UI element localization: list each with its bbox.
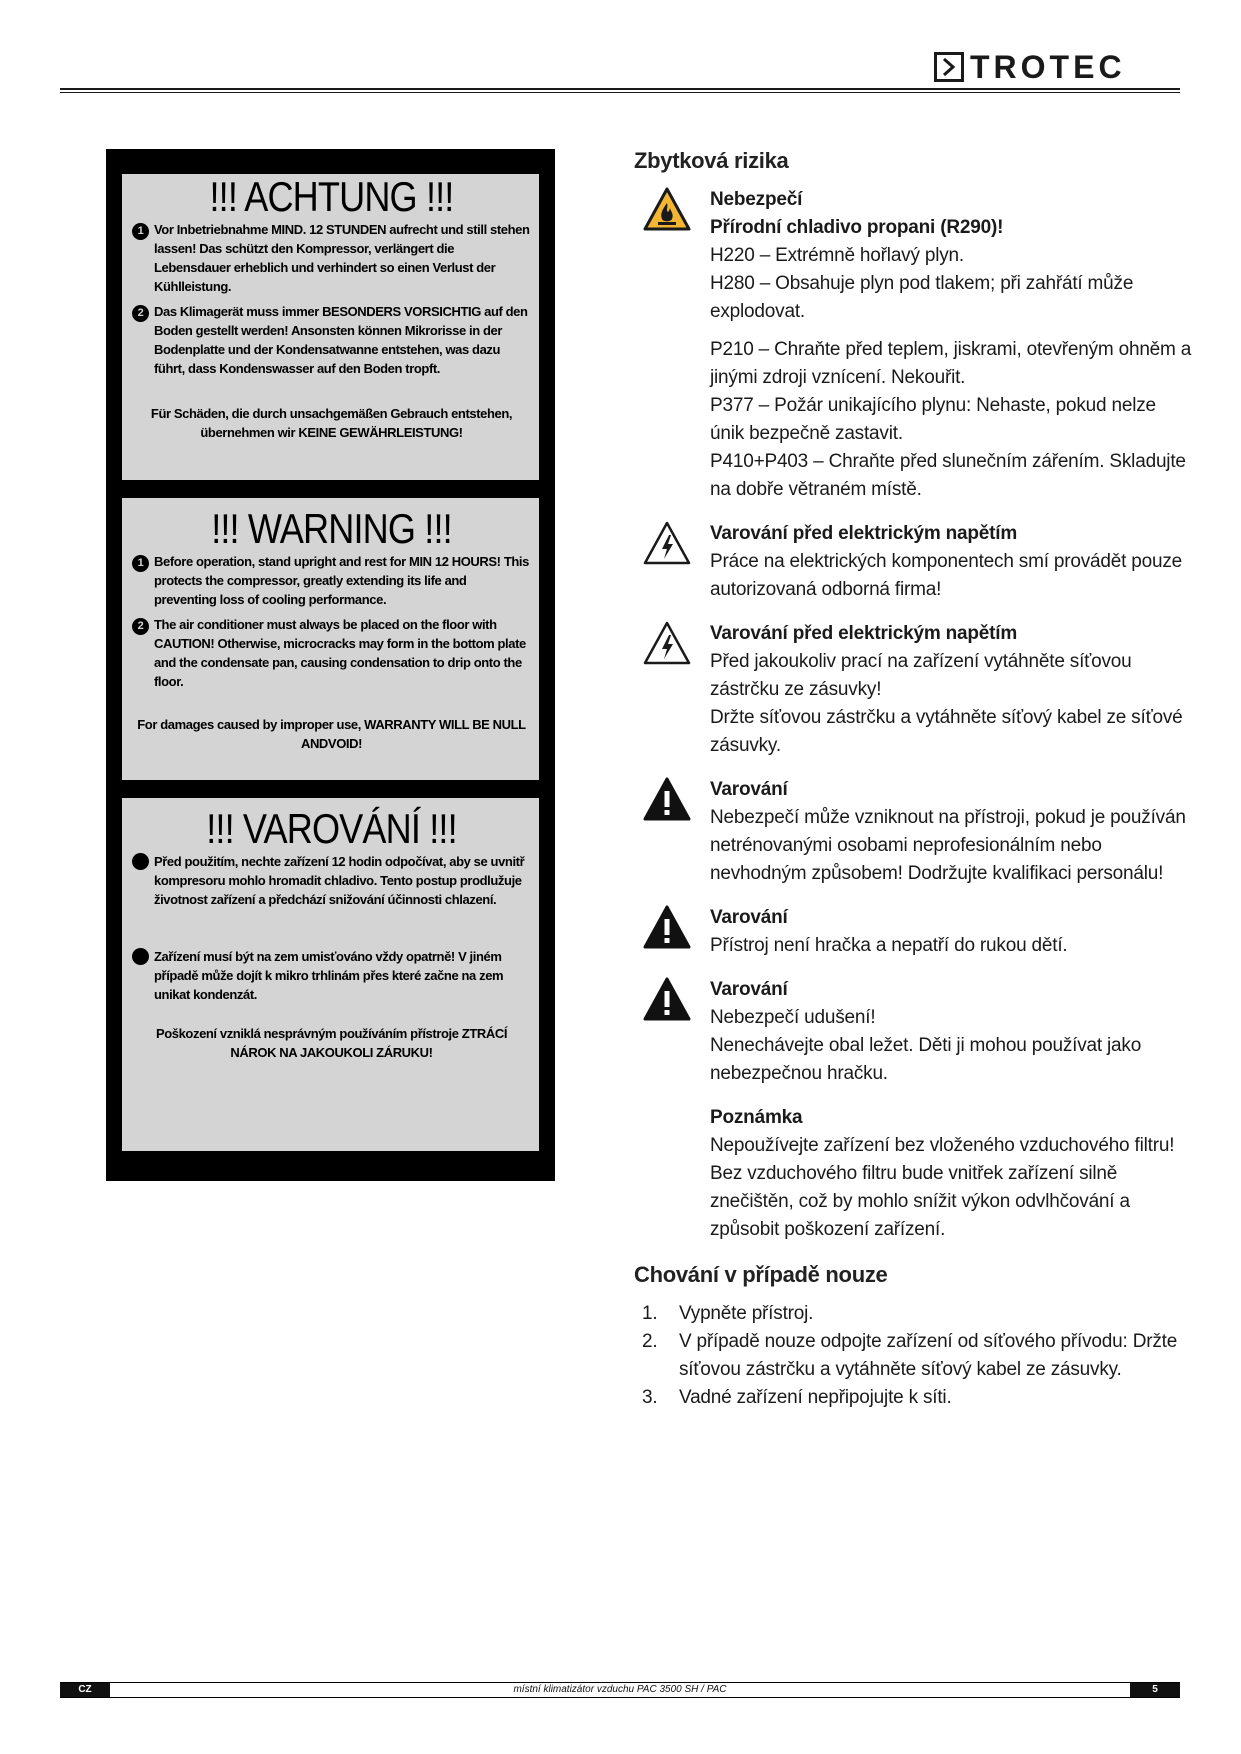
warning-item-cz-1: Před použitím, nechte zařízení 12 hodin odpočívat, aby se uvnitř kompresoru mohlo hromadit chladivo. Tento postup prodlužuje životnost zařízení a předchází snižování účinnosti chlazení. (132, 852, 531, 909)
warning-item-de-2: 2 Das Klimagerät muss immer BESONDERS VORSICHTIG auf den Boden gestellt werden! Ansonsten können Mikrorisse in der Bodenplatte und der Kondensatwanne entstehen, was dazu führt, dass Kondenswasser auf den Boden tropft. (132, 302, 531, 378)
number-badge-icon: 1 (132, 223, 149, 240)
number-badge-icon: 2 (132, 618, 149, 635)
warning-electric-1: Varování před elektrickým napětím Práce na elektrických komponentech smí provádět pouze autorizovaná odborná firma! (634, 520, 1194, 604)
note-heading: Poznámka (710, 1107, 803, 1128)
warning-subheading: Přírodní chladivo propani (R290)! (710, 217, 1004, 238)
warning-heading: Varování před elektrickým napětím (710, 523, 1018, 544)
warning-title-cz: !!! VAROVÁNÍ !!! (206, 805, 457, 852)
footer-document-title: místní klimatizátor vzduchu PAC 3500 SH / PAC (513, 1684, 727, 1695)
list-item: 2. V případě nouze odpojte zařízení od síťového přívodu: Držte síťovou zástrčku a vytáhněte síťový kabel ze zásuvky. (642, 1331, 1178, 1380)
emergency-steps (634, 1300, 1194, 1412)
warning-item-en-1: 1 Before operation, stand upright and rest for MIN 12 HOURS! This protects the compressor, greatly extending its life and preventing loss of cooling performance. (132, 552, 531, 609)
warning-exclamation-icon (642, 976, 692, 1022)
warning-box-de (122, 174, 539, 480)
bullet-dot-icon (132, 853, 149, 870)
footer-language: CZ (60, 1683, 110, 1697)
bullet-dot-icon (132, 948, 149, 965)
list-item: 3. Vadné zařízení nepřipojujte k síti. (642, 1387, 952, 1408)
footer-page-number: 5 (1130, 1683, 1180, 1697)
warning-footer-en: For damages caused by improper use, WARRANTY WILL BE NULL ANDVOID! (137, 717, 526, 751)
brand-name: TROTEC (970, 48, 1126, 85)
warning-exclamation-icon (642, 904, 692, 950)
warning-footer-de: Für Schäden, die durch unsachgemäßen Gebrauch entstehen, übernehmen wir KEINE GEWÄHRLEISTUNG! (150, 406, 513, 440)
flame-hazard-icon (642, 186, 692, 232)
main-content (634, 146, 1194, 1412)
warning-general-2: Varování Přístroj není hračka a nepatří do rukou dětí. (634, 904, 1194, 960)
number-badge-icon: 2 (132, 305, 149, 322)
section-title-residual-risks: Zbytková rizika (634, 148, 789, 173)
number-badge-icon: 1 (132, 555, 149, 572)
warning-flammable-refrigerant: Nebezpečí Přírodní chladivo propani (R290)! H220 – Extrémně hořlavý plyn. H280 – Obsahuje plyn pod tlakem; při zahřátí může explodovat. P210 – Chraňte před teplem, jiskrami, otevřeným ohněm a jinými zdroji vznícení. Nekouřit. P377 – Požár unikajícího plynu: Nehaste, pokud nelze únik bezpečně zastavit. P410+P403 – Chraňte před slunečním zářením. Skladujte na dobře větraném místě. (634, 186, 1194, 504)
warning-footer-cz: Poškození vzniklá nesprávným používáním přístroje ZTRÁCÍ NÁROK NA JAKOUKOLI ZÁRUKU! (155, 1026, 508, 1060)
electric-hazard-icon (642, 620, 692, 666)
header-rule (60, 88, 1180, 90)
warning-electric-2: Varování před elektrickým napětím Před jakoukoliv prací na zařízení vytáhněte síťovou zástrčku ze zásuvky! Držte síťovou zástrčku a vytáhněte síťový kabel ze síťové zásuvky. (634, 620, 1194, 760)
warning-heading: Varování (710, 907, 788, 928)
warning-exclamation-icon (642, 776, 692, 822)
warning-item-de-1: 1 Vor Inbetriebnahme MIND. 12 STUNDEN aufrecht und still stehen lassen! Das schützt den Kompressor, verlängert die Lebensdauer erheblich und verhindert so einen Verlust der Kühlleistung. (132, 220, 531, 296)
warning-heading: Varování před elektrickým napětím (710, 623, 1018, 644)
warning-title-en: !!! WARNING !!! (211, 505, 452, 552)
warning-general-1: Varování Nebezpečí může vzniknout na přístroji, pokud je používán netrénovanými osobami neprofesionálním nebo nevhodným způsobem! Dodržujte kvalifikaci personálu! (634, 776, 1194, 888)
warning-box-en (122, 498, 539, 780)
header-rule-thin (60, 92, 1180, 93)
warning-box-cz (122, 798, 539, 1151)
warning-label-panel (106, 149, 555, 1181)
warning-title-de: !!! ACHTUNG !!! (209, 173, 454, 220)
list-item: 1. Vypněte přístroj. (642, 1303, 814, 1324)
warning-heading: Nebezpečí (710, 189, 803, 210)
chevron-right-icon (934, 52, 964, 82)
note-block: Poznámka Nepoužívejte zařízení bez vloženého vzduchového filtru! Bez vzduchového filtru bude vnitřek zařízení silně znečištěn, což by mohlo snížit výkon odvlhčování a způsobit poškození zařízení. (634, 1104, 1194, 1244)
section-title-emergency: Chování v případě nouze (634, 1262, 888, 1287)
page-footer (60, 1682, 1180, 1698)
warning-item-cz-2: Zařízení musí být na zem umisťováno vždy opatrně! V jiném případě může dojít k mikro trhlinám přes které začne na zem unikat kondenzát. (132, 947, 531, 1004)
warning-heading: Varování (710, 979, 788, 1000)
warning-heading: Varování (710, 779, 788, 800)
brand-logo (934, 50, 1126, 84)
warning-general-3: Varování Nebezpečí udušení! Nenechávejte obal ležet. Děti ji mohou používat jako nebezpečnou hračku. (634, 976, 1194, 1088)
warning-item-en-2: 2 The air conditioner must always be placed on the floor with CAUTION! Otherwise, microcracks may form in the bottom plate and the condensate pan, causing condensation to drip onto the floor. (132, 615, 531, 691)
electric-hazard-icon (642, 520, 692, 566)
